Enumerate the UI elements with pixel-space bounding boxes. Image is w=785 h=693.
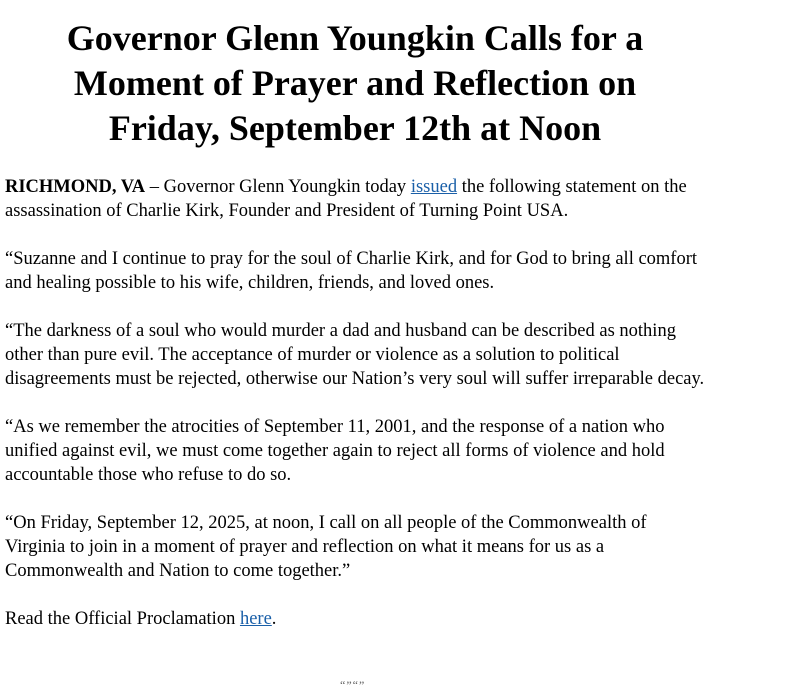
- article-body: [5, 175, 710, 655]
- proclamation-paragraph: [5, 607, 710, 631]
- proclamation-text: Read the Official Proclamation: [5, 609, 240, 629]
- dateline: RICHMOND, VA: [5, 177, 146, 197]
- proclamation-period: .: [271, 609, 277, 629]
- proclamation-link[interactable]: here: [239, 609, 272, 629]
- intro-text-before-link: – Governor Glenn Youngkin today: [145, 177, 411, 197]
- footer-quote-marks: “”“”: [340, 678, 366, 692]
- statement-paragraph-4: “On Friday, September 12, 2025, at noon, I call on all people of the Commonwealth of Virginia to join in a moment of prayer and reflection on what it means for us as a Commonwealth and Nation to come together.”: [5, 513, 647, 581]
- page-title: Governor Glenn Youngkin Calls for a Moment of Prayer and Reflection on Friday, September 12th at Noon: [66, 18, 644, 148]
- intro-paragraph: [5, 175, 710, 223]
- statement-paragraph-1: “Suzanne and I continue to pray for the soul of Charlie Kirk, and for God to bring all comfort and healing possible to his wife, children, friends, and loved ones.: [5, 249, 698, 293]
- issued-link[interactable]: issued: [410, 177, 458, 197]
- statement-paragraph-2: “The darkness of a soul who would murder a dad and husband can be described as nothing other than pure evil. The acceptance of murder or violence as a solution to political disagreements must be rejected, otherwise our Nation’s very soul will suffer irreparable decay.: [5, 321, 705, 389]
- intro-text-after-link: the following statement on the assassination of Charlie Kirk, Founder and President of Turning Point USA.: [5, 177, 687, 221]
- statement-paragraph-3: “As we remember the atrocities of September 11, 2001, and the response of a nation who unified against evil, we must come together again to reject all forms of violence and hold accountable those who refuse to do so.: [5, 417, 665, 485]
